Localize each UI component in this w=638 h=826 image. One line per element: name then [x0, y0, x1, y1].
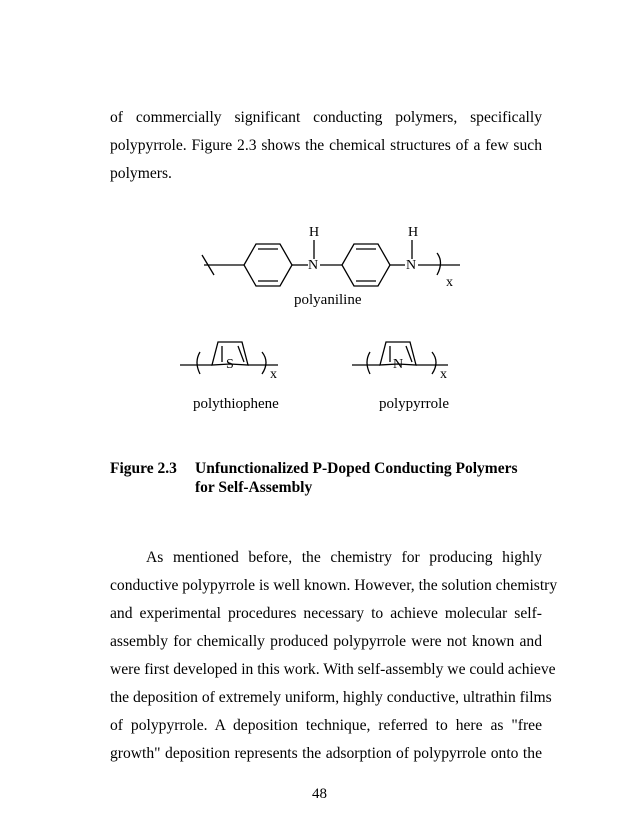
polypyrrole-n-atom: N [393, 357, 404, 372]
caption-line-1: Unfunctionalized P-Doped Conducting Polymers [195, 460, 518, 477]
body-line-8: growth" deposition represents the adsorption of polypyrrole onto the [110, 745, 542, 762]
polypyrrole-label: polypyrrole [379, 396, 449, 412]
caption-line-2: for Self-Assembly [195, 479, 313, 496]
polyaniline-n-atom-1: N [308, 258, 319, 273]
polyaniline-h-atom-1: H [309, 225, 320, 240]
body-line-4: assembly for chemically produced polypyrrole were not known and [110, 633, 542, 650]
body-line-1: As mentioned before, the chemistry for producing highly [146, 549, 542, 566]
polypyrrole-subscript: x [440, 367, 447, 382]
polyaniline-h-atom-2: H [408, 225, 419, 240]
intro-line-2: polypyrrole. Figure 2.3 shows the chemical structures of a few such [110, 137, 542, 154]
intro-line-3: polymers. [110, 165, 172, 182]
intro-line-1: of commercially significant conducting polymers, specifically [110, 109, 542, 126]
body-line-3: and experimental procedures necessary to achieve molecular self- [110, 605, 542, 622]
body-line-7: of polypyrrole. A deposition technique, referred to here as "free [110, 717, 542, 734]
polyaniline-n-atom-2: N [406, 258, 417, 273]
body-line-5: were first developed in this work. With self-assembly we could achieve [110, 661, 556, 678]
figure-number: Figure 2.3 [110, 460, 177, 477]
polythiophene-s-atom: S [226, 357, 234, 372]
polyaniline-structure [202, 240, 460, 286]
body-line-6: the deposition of extremely uniform, highly conductive, ultrathin films [110, 689, 552, 706]
body-line-2: conductive polypyrrole is well known. However, the solution chemistry [110, 577, 558, 594]
polyaniline-label: polyaniline [294, 292, 362, 308]
polyaniline-subscript: x [446, 275, 453, 290]
polythiophene-label: polythiophene [193, 396, 279, 412]
polythiophene-subscript: x [270, 367, 277, 382]
page-number: 48 [312, 786, 327, 802]
